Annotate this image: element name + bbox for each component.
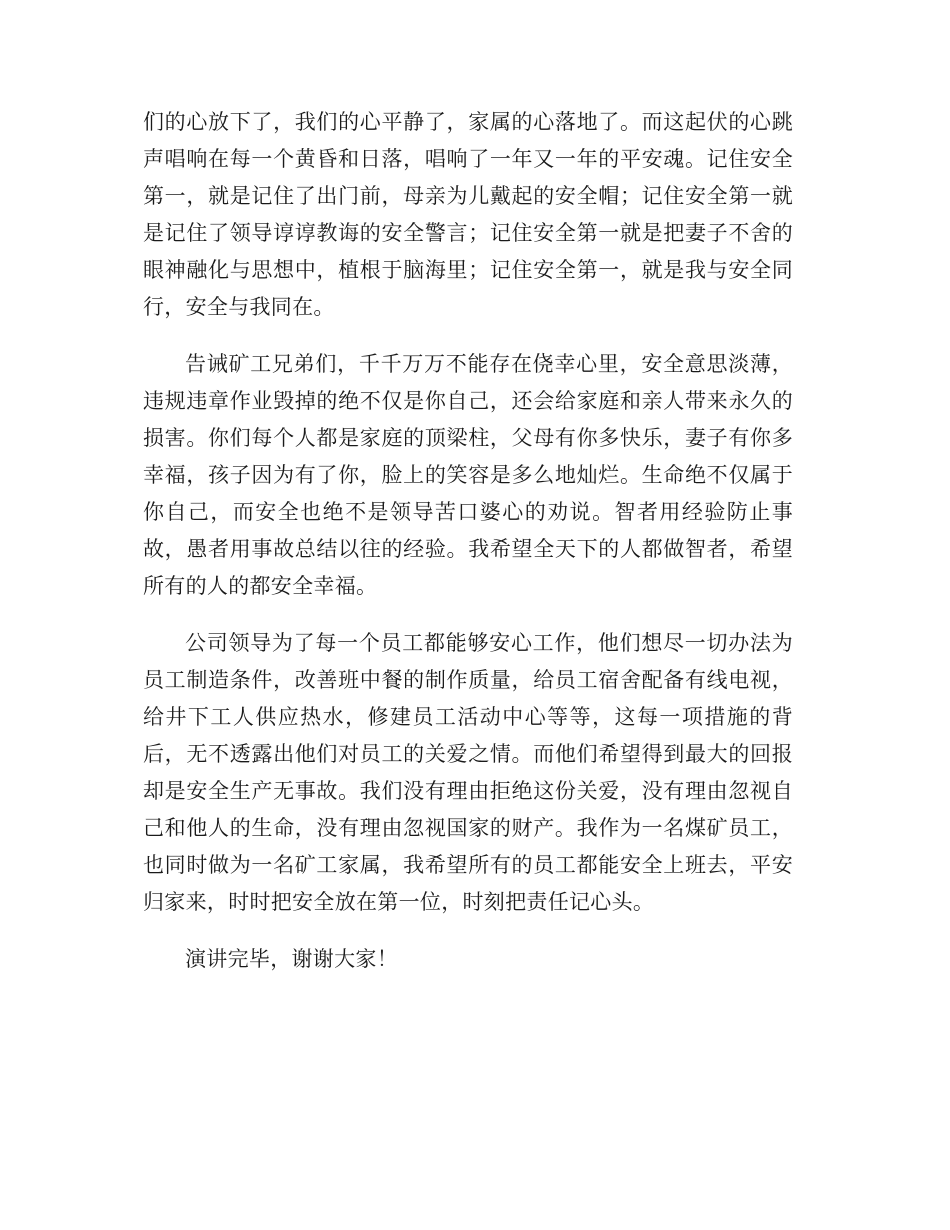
document-body (143, 104, 793, 998)
paragraph-1: 们的心放下了，我们的心平静了，家属的心落地了。而这起伏的心跳声唱响在每一个黄昏和日落，唱响了一年又一年的平安魂。记住安全第一，就是记住了出门前，母亲为儿戴起的安全帽；记住安全第一就是记住了领导谆谆教诲的安全警言；记住安全第一就是把妻子不舍的眼神融化与思想中，植根于脑海里；记住安全第一，就是我与安全同行，安全与我同在。 (143, 110, 793, 319)
paragraph-closing: 演讲完毕，谢谢大家！ (185, 947, 398, 971)
paragraph-3: 公司领导为了每一个员工都能够安心工作，他们想尽一切办法为员工制造条件，改善班中餐的制作质量，给员工宿舍配备有线电视，给井下工人供应热水，修建员工活动中心等等，这每一项措施的背后，无不透露出他们对员工的关爱之情。而他们希望得到最大的回报却是安全生产无事故。我们没有理由拒绝这份关爱，没有理由忽视自己和他人的生命，没有理由忽视国家的财产。我作为一名煤矿员工，也同时做为一名矿工家属，我希望所有的员工都能安全上班去，平安归家来，时时把安全放在第一位，时刻把责任记心头。 (143, 631, 793, 914)
paragraph-2: 告诫矿工兄弟们，千千万万不能存在侥幸心里，安全意思淡薄，违规违章作业毁掉的绝不仅是你自己，还会给家庭和亲人带来永久的损害。你们每个人都是家庭的顶梁柱，父母有你多快乐，妻子有你多幸福，孩子因为有了你，脸上的笑容是多么地灿烂。生命绝不仅属于你自己，而安全也绝不是领导苦口婆心的劝说。智者用经验防止事故，愚者用事故总结以往的经验。我希望全天下的人都做智者，希望所有的人的都安全幸福。 (143, 352, 793, 598)
